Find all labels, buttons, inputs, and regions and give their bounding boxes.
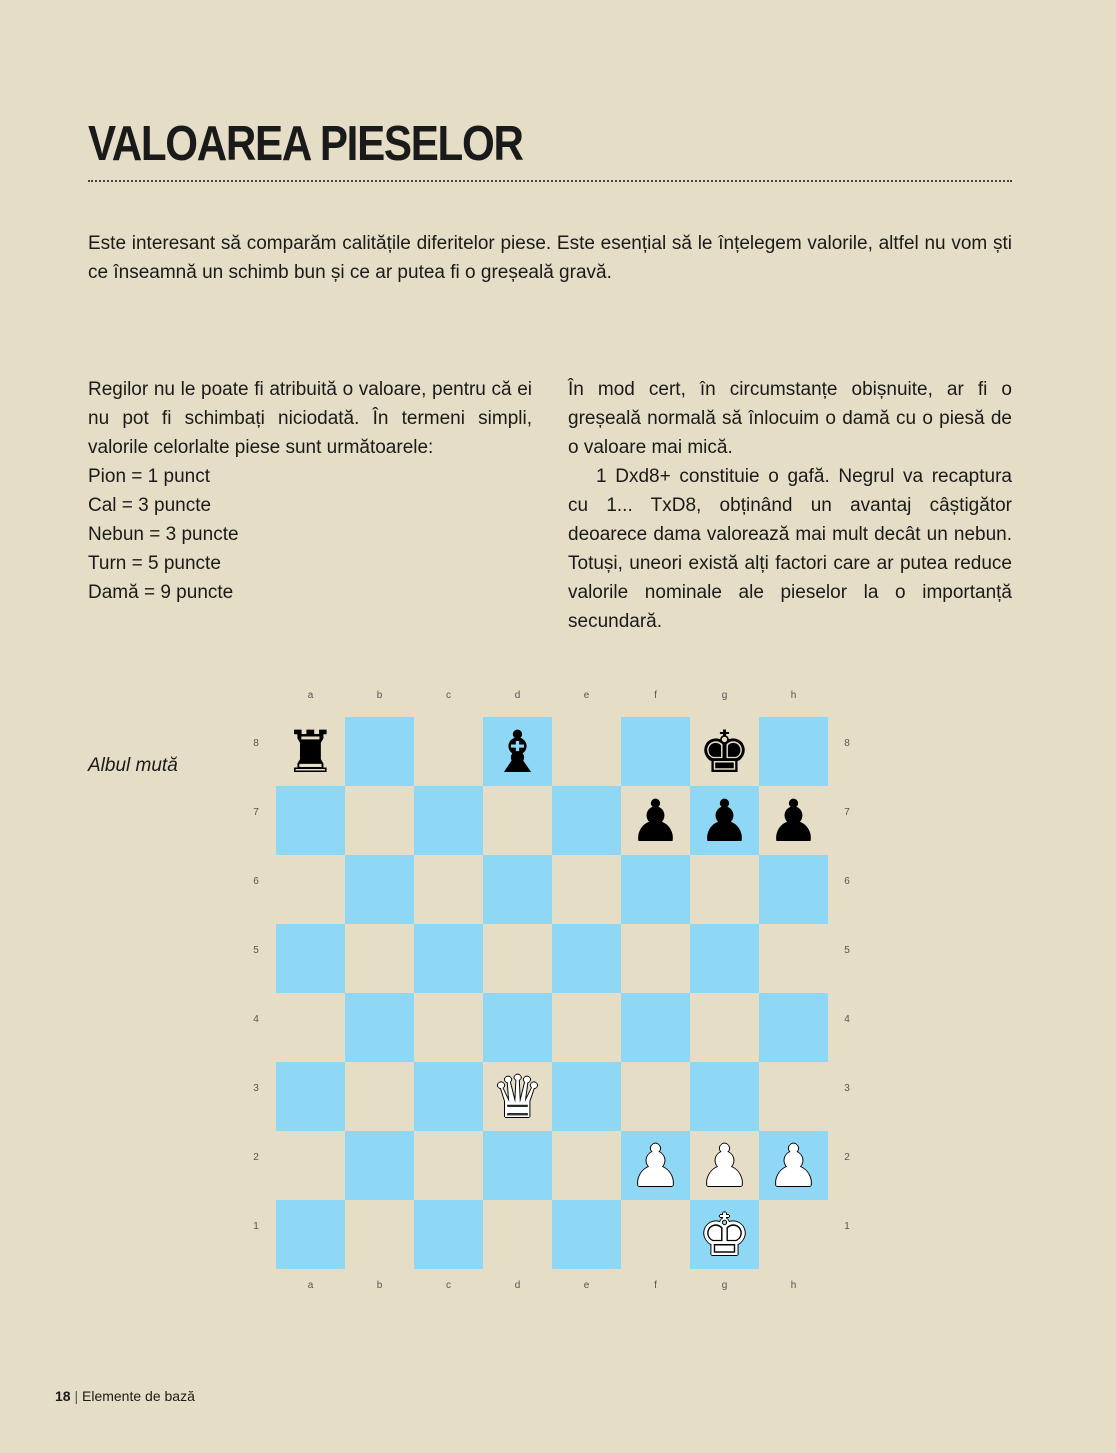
rank-label-right: 2 bbox=[844, 1152, 850, 1163]
square-h2 bbox=[759, 1131, 828, 1200]
square-g6 bbox=[690, 855, 759, 924]
square-b3 bbox=[345, 1062, 414, 1131]
file-label-top: b bbox=[376, 690, 383, 701]
file-label-bottom: d bbox=[514, 1280, 521, 1291]
rank-label-left: 7 bbox=[253, 807, 259, 818]
square-b1 bbox=[345, 1200, 414, 1269]
square-f5 bbox=[621, 924, 690, 993]
square-c2 bbox=[414, 1131, 483, 1200]
rank-label-right: 4 bbox=[844, 1014, 850, 1025]
square-g5 bbox=[690, 924, 759, 993]
square-e8 bbox=[552, 717, 621, 786]
white-pawn-icon: ♟ bbox=[767, 1131, 820, 1200]
square-e4 bbox=[552, 993, 621, 1062]
square-c6 bbox=[414, 855, 483, 924]
square-h5 bbox=[759, 924, 828, 993]
square-e7 bbox=[552, 786, 621, 855]
file-label-bottom: h bbox=[790, 1280, 797, 1291]
square-c5 bbox=[414, 924, 483, 993]
rank-label-right: 6 bbox=[844, 876, 850, 887]
file-label-bottom: b bbox=[376, 1280, 383, 1291]
square-a5 bbox=[276, 924, 345, 993]
black-pawn-icon: ♟ bbox=[629, 786, 682, 855]
file-label-bottom: e bbox=[583, 1280, 590, 1291]
square-f6 bbox=[621, 855, 690, 924]
rank-label-left: 2 bbox=[253, 1152, 259, 1163]
rank-label-right: 1 bbox=[844, 1221, 850, 1232]
square-f2 bbox=[621, 1131, 690, 1200]
square-e1 bbox=[552, 1200, 621, 1269]
file-label-top: h bbox=[790, 690, 797, 701]
square-d2 bbox=[483, 1131, 552, 1200]
square-d5 bbox=[483, 924, 552, 993]
file-label-top: f bbox=[654, 690, 657, 701]
page-footer bbox=[55, 1388, 195, 1404]
diagram-caption: Albul mută bbox=[88, 755, 178, 776]
black-bishop-icon: ♝ bbox=[491, 717, 544, 786]
rank-label-right: 8 bbox=[844, 738, 850, 749]
section-name: Elemente de bază bbox=[82, 1388, 195, 1404]
square-b4 bbox=[345, 993, 414, 1062]
square-g1 bbox=[690, 1200, 759, 1269]
square-a7 bbox=[276, 786, 345, 855]
square-e6 bbox=[552, 855, 621, 924]
white-pawn-icon: ♟ bbox=[629, 1131, 682, 1200]
square-g4 bbox=[690, 993, 759, 1062]
square-e2 bbox=[552, 1131, 621, 1200]
file-label-top: d bbox=[514, 690, 521, 701]
rank-label-left: 3 bbox=[253, 1083, 259, 1094]
square-c4 bbox=[414, 993, 483, 1062]
square-d1 bbox=[483, 1200, 552, 1269]
right-column bbox=[568, 375, 1012, 636]
rank-label-right: 7 bbox=[844, 807, 850, 818]
square-f4 bbox=[621, 993, 690, 1062]
square-b8 bbox=[345, 717, 414, 786]
square-c8 bbox=[414, 717, 483, 786]
page-title: VALOAREA PIESELOR bbox=[88, 117, 523, 171]
file-label-bottom: g bbox=[721, 1280, 728, 1291]
right-paragraph-2: 1 Dxd8+ constituie o gafă. Negrul va recaptura cu 1... TxD8, obținând un avantaj câștigător deoarece dama valorează mai mult decât un nebun. Totuși, uneori există alți factori care ar putea reduce valorile nominale ale pieselor la o importanță secundară. bbox=[568, 466, 1012, 632]
white-queen-icon: ♛ bbox=[491, 1062, 544, 1131]
page-number: 18 bbox=[55, 1388, 71, 1404]
square-d7 bbox=[483, 786, 552, 855]
square-h1 bbox=[759, 1200, 828, 1269]
square-g7 bbox=[690, 786, 759, 855]
file-label-top: e bbox=[583, 690, 590, 701]
white-king-icon: ♚ bbox=[698, 1200, 751, 1269]
footer-separator: | bbox=[74, 1388, 79, 1404]
black-pawn-icon: ♟ bbox=[698, 786, 751, 855]
square-g2 bbox=[690, 1131, 759, 1200]
intro-paragraph: Este interesant să comparăm calitățile diferitelor piese. Este esențial să le înțelegem valorile, altfel nu vom ști ce înseamnă un schimb bun și ce ar putea fi o greșeală gravă. bbox=[88, 233, 1012, 283]
file-label-bottom: a bbox=[307, 1280, 314, 1291]
file-label-top: a bbox=[307, 690, 314, 701]
piece-value-item: Nebun = 3 puncte bbox=[88, 524, 239, 545]
square-d4 bbox=[483, 993, 552, 1062]
square-b2 bbox=[345, 1131, 414, 1200]
piece-value-item: Turn = 5 puncte bbox=[88, 553, 221, 574]
square-a6 bbox=[276, 855, 345, 924]
piece-values-list bbox=[88, 462, 532, 607]
file-label-top: g bbox=[721, 690, 728, 701]
white-pawn-icon: ♟ bbox=[698, 1131, 751, 1200]
file-label-bottom: c bbox=[446, 1280, 451, 1291]
square-b5 bbox=[345, 924, 414, 993]
chess-diagram bbox=[276, 717, 828, 1269]
rank-label-left: 4 bbox=[253, 1014, 259, 1025]
square-d8 bbox=[483, 717, 552, 786]
square-c1 bbox=[414, 1200, 483, 1269]
square-g8 bbox=[690, 717, 759, 786]
square-e3 bbox=[552, 1062, 621, 1131]
square-b6 bbox=[345, 855, 414, 924]
black-king-icon: ♚ bbox=[698, 717, 751, 786]
left-column bbox=[88, 375, 532, 607]
piece-value-item: Cal = 3 puncte bbox=[88, 495, 212, 516]
rank-label-left: 6 bbox=[253, 876, 259, 887]
square-f7 bbox=[621, 786, 690, 855]
square-a2 bbox=[276, 1131, 345, 1200]
square-a3 bbox=[276, 1062, 345, 1131]
black-rook-icon: ♜ bbox=[284, 717, 337, 786]
square-b7 bbox=[345, 786, 414, 855]
square-g3 bbox=[690, 1062, 759, 1131]
piece-value-item: Damă = 9 puncte bbox=[88, 582, 234, 603]
square-h4 bbox=[759, 993, 828, 1062]
square-a4 bbox=[276, 993, 345, 1062]
chess-board bbox=[276, 717, 828, 1269]
square-d6 bbox=[483, 855, 552, 924]
square-a1 bbox=[276, 1200, 345, 1269]
rank-label-left: 8 bbox=[253, 738, 259, 749]
rank-label-left: 5 bbox=[253, 945, 259, 956]
square-h8 bbox=[759, 717, 828, 786]
left-paragraph: Regilor nu le poate fi atribuită o valoare, pentru că ei nu pot fi schimbați niciodată. În termeni simpli, valorile celorlalte piese sunt următoarele: bbox=[88, 379, 532, 458]
square-f8 bbox=[621, 717, 690, 786]
black-pawn-icon: ♟ bbox=[767, 786, 820, 855]
rank-label-left: 1 bbox=[253, 1221, 259, 1232]
square-h7 bbox=[759, 786, 828, 855]
square-c3 bbox=[414, 1062, 483, 1131]
piece-value-item: Pion = 1 punct bbox=[88, 466, 211, 487]
square-e5 bbox=[552, 924, 621, 993]
title-divider bbox=[88, 180, 1012, 182]
square-h3 bbox=[759, 1062, 828, 1131]
square-h6 bbox=[759, 855, 828, 924]
right-paragraph-1: În mod cert, în circumstanțe obișnuite, ar fi o greșeală normală să înlocuim o damă cu o piesă de o valoare mai mică. bbox=[568, 379, 1012, 458]
file-label-bottom: f bbox=[654, 1280, 657, 1291]
square-d3 bbox=[483, 1062, 552, 1131]
square-f1 bbox=[621, 1200, 690, 1269]
square-a8 bbox=[276, 717, 345, 786]
square-c7 bbox=[414, 786, 483, 855]
file-label-top: c bbox=[446, 690, 451, 701]
rank-label-right: 5 bbox=[844, 945, 850, 956]
rank-label-right: 3 bbox=[844, 1083, 850, 1094]
square-f3 bbox=[621, 1062, 690, 1131]
